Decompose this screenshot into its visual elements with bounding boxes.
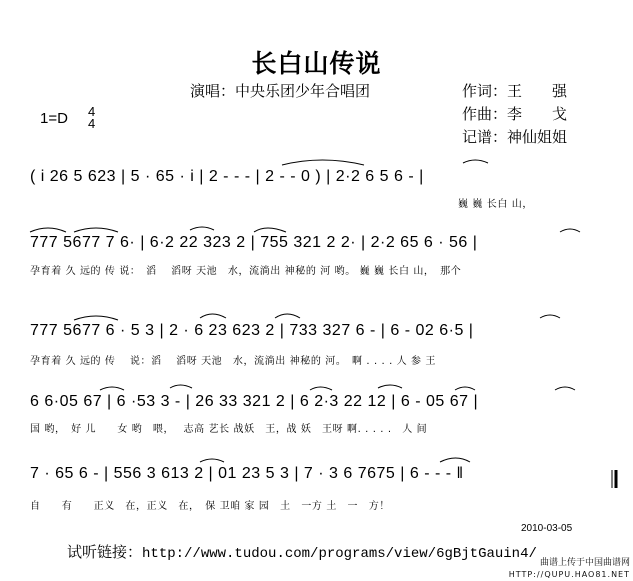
score-line-3-lyrics: 孕育着 久 远的 传 说：滔 滔呀 天池 水，流淌出 神秘的 河。 啊 . . . . 人 参 王 [30,356,436,367]
transcriber-credit: 记谱：神仙姐姐 [462,128,568,146]
score-line-5-notes: 7 · 65 6 - | 556 3 613 2 | 01 23 5 3 | 7 · 3 6 7675 | 6 - - - ‖ [30,465,464,482]
score-line-1-notes: ( i 26 5 623 | 5 · 65 · i | 2 - - - | 2 - - 0 ) | 2·2 6 5 6 - | [30,168,424,185]
transcription-date: 2010-03-05 [521,523,573,534]
score-line-4-notes: 6 6·05 67 | 6 ·53 3 - | 26 33 321 2 | 6 2·3 22 12 | 6 - 05 67 | [30,393,479,410]
site-watermark [509,558,630,580]
time-signature-bottom: 4 [88,116,96,131]
singer-credit: 演唱：中央乐团少年合唱团 [190,82,371,100]
song-title: 长白山传说 [251,49,382,78]
key-signature: 1=D [40,110,68,127]
watermark-line-2: HTTP://QUPU.HAO81.NET [508,570,630,579]
score-line-3-notes: 777 5677 6 · 5 3 | 2 · 6 23 623 2 | 733 327 6 - | 6 - 02 6·5 | [30,322,474,339]
score-line-2-lyrics: 孕育着 久 远的 传 说： 滔 滔呀 天池 水，流淌出 神秘的 河 哟。 巍 巍 长白 山， 那个 [30,266,462,277]
time-signature-top: 4 [88,104,96,119]
listen-link-row [67,541,537,562]
score-line-4-lyrics: 国 哟， 好 儿 女 哟 喂， 志高 艺长 战妖 王，战 妖 王呀 啊. . . . . 人 间 [30,424,428,435]
score-line-2-notes: 777 5677 7 6· | 6·2 22 323 2 | 755 321 2 2· | 2·2 65 6 · 56 | [30,234,478,251]
lyricist-credit: 作词：王 强 [462,82,568,100]
composer-credit: 作曲：李 戈 [462,105,568,123]
score-line-1-lyrics: 巍 巍 长白 山， [458,199,533,210]
score-line-5-lyrics: 自 有 正义 在，正义 在， 保 卫咱 家 园 土 一方 土 一 方！ [30,501,390,512]
listen-link-label: 试听链接： [67,545,143,561]
watermark-line-1: 曲谱上传于中国曲谱网 [539,558,630,568]
listen-link-url[interactable]: http://www.tudou.com/programs/view/6gBjtGauin4/ [142,546,537,562]
